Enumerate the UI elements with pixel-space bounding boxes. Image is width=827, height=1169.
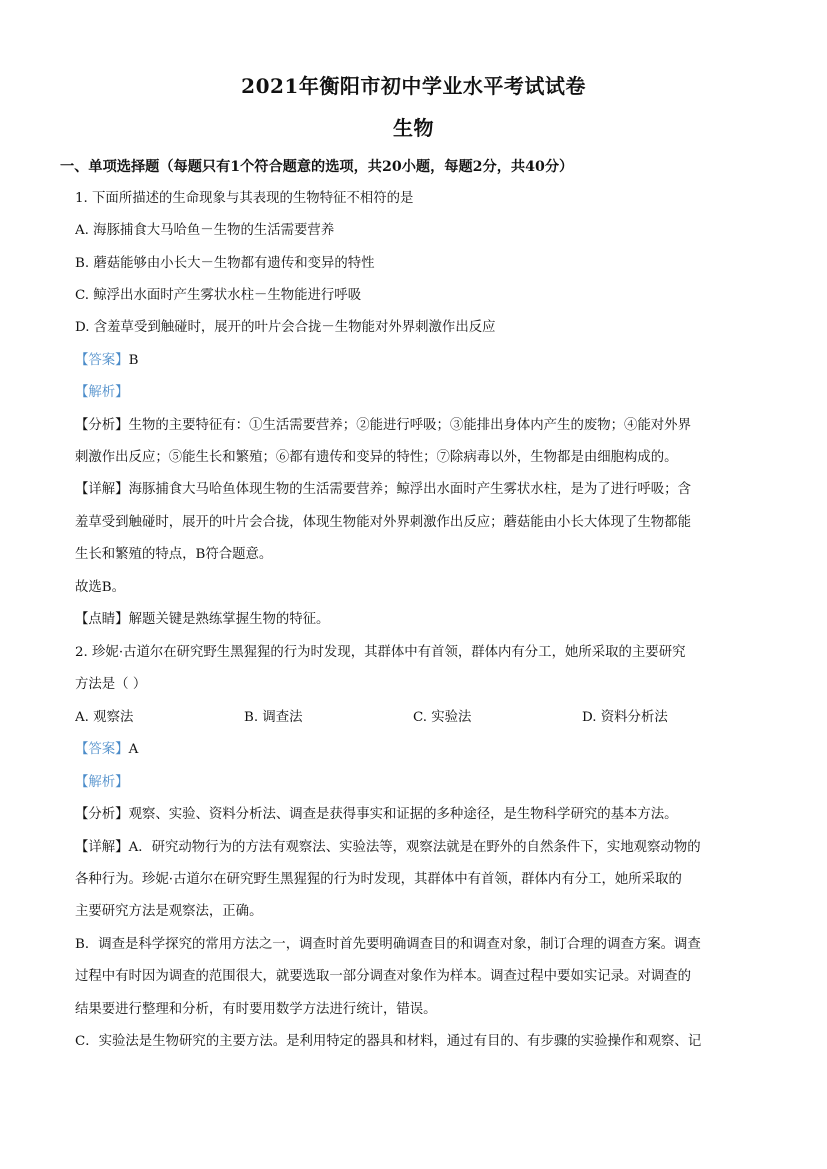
q2-stem-line-1: 2. 珍妮·古道尔在研究野生黑猩猩的行为时发现，其群体中有首领，群体内有分工，她所采取的主要研究 [75, 645, 686, 660]
answer-value: A [128, 742, 139, 757]
q2-xiangjie-line-3: 主要研究方法是观察法，正确。 [75, 904, 263, 919]
section-heading: 一、单项选择题（每题只有1个符合题意的选项，共20小题，每题2分，共40分） [60, 159, 574, 175]
fenxi-label: 【分析】 [75, 807, 129, 822]
q2-analysis-label: 【解析】 [75, 775, 129, 790]
q2-xiangjie-line-1 [75, 838, 765, 858]
q1-xiangjie-line-2: 羞草受到触碰时，展开的叶片会合拢，体现生物能对外界刺激作出反应；蘑菇能由小长大体现了生物都能 [75, 515, 691, 530]
subject-title: 生物 [393, 116, 434, 140]
xiangjie-text: 海豚捕食大马哈鱼体现生物的生活需要营养；鲸浮出水面时产生雾状水柱，是为了进行呼吸；含 [128, 482, 691, 497]
q1-xiangjie-line-1 [75, 480, 765, 500]
xiangjie-label: 【详解】 [75, 482, 129, 497]
q2-option-b-explanation-line-3: 结果要进行整理和分析，有时要用数学方法进行统计，错误。 [75, 1002, 437, 1017]
xiangjie-text: A．研究动物行为的方法有观察法、实验法等，观察法就是在野外的自然条件下，实地观察动物的 [128, 840, 701, 855]
q1-xiangjie-line-3: 生长和繁殖的特点，B符合题意。 [75, 547, 273, 562]
q2-option-b-explanation-line-1: B．调查是科学探究的常用方法之一，调查时首先要明确调查目的和调查对象，制订合理的调查方案。调查 [75, 937, 701, 952]
q1-dianjing [75, 610, 765, 630]
xiangjie-label: 【详解】 [75, 840, 129, 855]
q2-option-d: D. 资料分析法 [582, 710, 668, 725]
q2-answer [75, 740, 765, 760]
q1-analysis-label: 【解析】 [75, 385, 129, 400]
fenxi-text: 生物的主要特征有：①生活需要营养；②能进行呼吸；③能排出身体内产生的废物；④能对外界 [128, 418, 691, 433]
q2-xiangjie-line-2: 各种行为。珍妮·古道尔在研究野生黑猩猩的行为时发现，其群体中有首领，群体内有分工，她所采取的 [75, 872, 682, 887]
document-title: 2021年衡阳市初中学业水平考试试卷 [241, 74, 586, 98]
q1-answer [75, 351, 765, 371]
answer-label: 【答案】 [75, 353, 129, 368]
answer-label: 【答案】 [75, 742, 129, 757]
fenxi-label: 【分析】 [75, 418, 129, 433]
q2-option-b: B. 调查法 [244, 710, 303, 725]
q1-option-d: D. 含羞草受到触碰时，展开的叶片会合拢－生物能对外界刺激作出反应 [75, 320, 496, 335]
q1-stem: 1. 下面所描述的生命现象与其表现的生物特征不相符的是 [75, 191, 414, 206]
q1-option-b: B. 蘑菇能够由小长大－生物都有遗传和变异的特性 [75, 256, 375, 271]
dianjing-text: 解题关键是熟练掌握生物的特征。 [128, 612, 330, 627]
q2-fenxi [75, 805, 765, 825]
q2-stem-line-2: 方法是（ ） [75, 677, 147, 692]
q1-conclusion: 故选B。 [75, 580, 126, 595]
q2-option-c: C. 实验法 [413, 710, 472, 725]
q2-option-b-explanation-line-2: 过程中有时因为调查的范围很大，就要选取一部分调查对象作为样本。调查过程中要如实记录。对调查的 [75, 969, 691, 984]
q1-fenxi-line-1 [75, 416, 765, 436]
q2-options-row [75, 708, 765, 728]
fenxi-text: 观察、实验、资料分析法、调查是获得事实和证据的多种途径，是生物科学研究的基本方法。 [128, 807, 678, 822]
answer-value: B [128, 353, 139, 368]
q1-option-c: C. 鲸浮出水面时产生雾状水柱－生物能进行呼吸 [75, 288, 362, 303]
q1-fenxi-line-2: 刺激作出反应；⑤能生长和繁殖；⑥都有遗传和变异的特性；⑦除病毒以外，生物都是由细胞构成的。 [75, 450, 678, 465]
q2-option-a: A. 观察法 [75, 710, 134, 725]
q2-option-c-explanation-line-1: C．实验法是生物研究的主要方法。是利用特定的器具和材料，通过有目的、有步骤的实验操作和观察、记 [75, 1034, 702, 1049]
q1-option-a: A. 海豚捕食大马哈鱼－生物的生活需要营养 [75, 223, 335, 238]
dianjing-label: 【点睛】 [75, 612, 129, 627]
